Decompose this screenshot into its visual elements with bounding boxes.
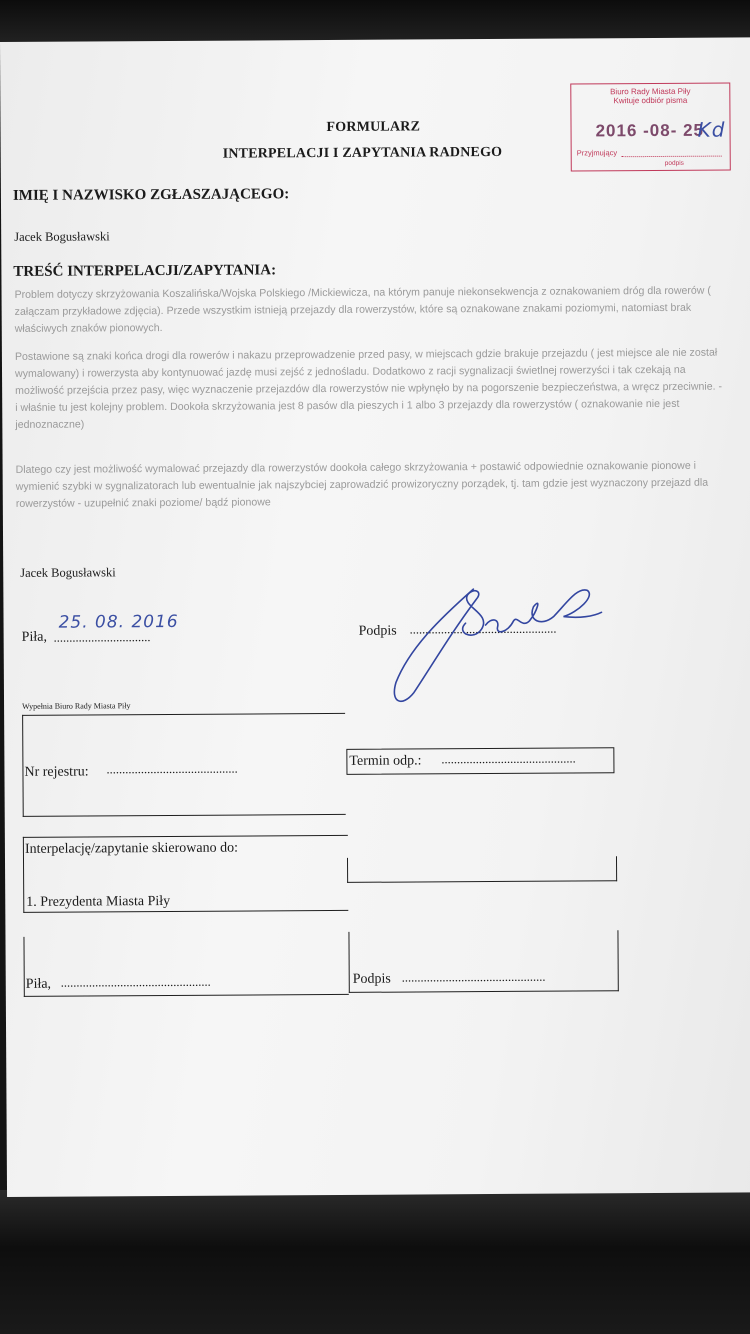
final-signature-label: Podpis	[352, 971, 391, 987]
applicant-name: Jacek Bogusławski	[14, 229, 110, 244]
stamp-line	[622, 156, 722, 158]
stamp-received: Kwituje odbiór pisma	[613, 95, 688, 106]
form-sheet	[0, 37, 750, 1197]
stamp-date: 2016 -08- 25	[595, 120, 705, 141]
handwritten-signature	[381, 576, 612, 717]
stamp-office: Biuro Rady Miasta Piły	[610, 86, 691, 97]
photo-background-bottom	[0, 1190, 750, 1334]
directed-right-box	[347, 856, 617, 883]
registry-dots: ..........................................	[106, 761, 238, 777]
final-place-label: Piła,	[25, 976, 52, 992]
applicant-heading: IMIĘ I NAZWISKO ZGŁASZAJĄCEGO:	[12, 186, 290, 204]
closing-signature-dots: ...............................................	[409, 621, 557, 637]
final-signature-dots: ..............................................	[401, 969, 546, 985]
form-subtitle: INTERPELACJI I ZAPYTANIA RADNEGO	[222, 144, 503, 162]
closing-name: Jacek Bogusławski	[20, 565, 116, 580]
content-paragraph-1: Problem dotyczy skrzyżowania Koszalińska/Wojska Polskiego /Mickiewicza, na którym panuje niekonsekwencja z oznakowaniem dróg dla rowerów ( załączam przykładowe zdjęcia). Przede wszystkim istnieją przejazdy dla rowerzystów, które są oznakowane znakami poziomymi, natomiast brak właściwych znaków pionowych.	[14, 284, 711, 335]
directed-to: 1. Prezydenta Miasta Piły	[26, 893, 171, 910]
content-paragraph-2: Postawione są znaki końca drogi dla rowerów i nakazu przeprowadzenie przed pasy, w miejscach gdzie brakuje przejazdu ( jest miejsce ale nie został wymalowany) i rowerzysta aby kontynuować jazdę musi zejść z jednośladu. Dodatkowo z racji sygnalizacji świetlnej rowerzyści i tak czekają na możliwość przejścia przez pasy, więc wyznaczenie przejazdów dla rowerzystów nie wpłynęło by na pogorszenie bezpieczeństwa, a wręcz przeciwnie. - i właśnie tu jest kolejny problem. Dookoła skrzyżowania jest 8 pasów dla pieszych i 1 albo 3 przejazdy dla rowerzystów ( oznakowanie nie jest jednoznaczne)	[14, 346, 723, 431]
closing-place-label: Piła,	[21, 629, 47, 645]
closing-signature-label: Podpis	[358, 623, 397, 639]
stamp-initials: Kd	[697, 117, 726, 142]
deadline-dots: ...........................................	[441, 751, 576, 767]
stamp-signature-label: podpis	[664, 159, 684, 167]
final-place-dots: ................................................	[60, 974, 211, 990]
registry-label: Nr rejestru:	[24, 764, 89, 780]
closing-date-handwritten: 25. 08. 2016	[58, 611, 179, 633]
deadline-label: Termin odp.:	[349, 753, 422, 769]
received-stamp	[570, 83, 731, 172]
office-section-label: Wypełnia Biuro Rady Miasta Piły	[22, 701, 131, 711]
stamp-receiver: Przyjmujący	[576, 148, 618, 158]
closing-date-dots: ...............................	[53, 630, 151, 645]
directed-label: Interpelację/zapytanie skierowano do:	[24, 840, 238, 857]
form-title: FORMULARZ	[326, 119, 421, 136]
content-heading: TREŚĆ INTERPELACJI/ZAPYTANIA:	[13, 262, 277, 280]
signature-stroke	[394, 588, 602, 701]
content-paragraph-3: Dlatego czy jest możliwość wymalować przejazdy dla rowerzystów dookoła całego skrzyżowania + postawić odpowiednie oznakowanie pionowe i wymienić szybki w sygnalizatorach lub ewentualnie jak najszybciej zaprowadzić prowizoryczny porządek, tj. tam gdzie jest wyznaczony przejazd dla rowerzystów - uzupełnić znaki poziome/ bądź pionowe	[15, 459, 709, 510]
